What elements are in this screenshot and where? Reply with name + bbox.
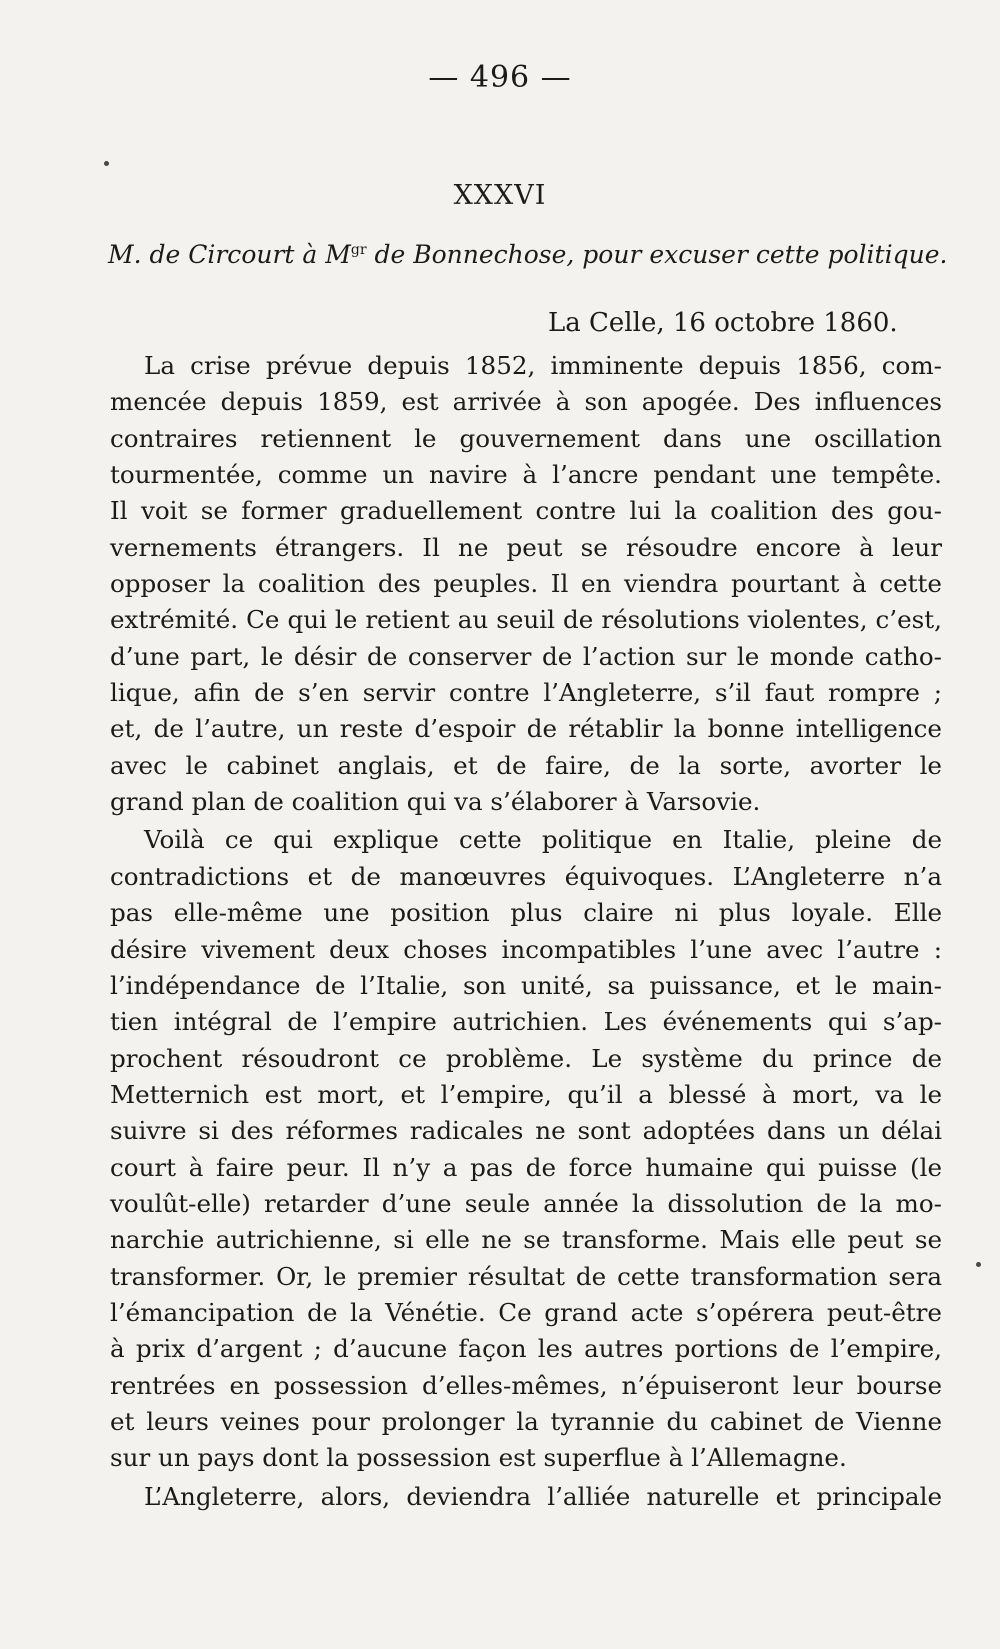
letter-title-superscript: gr — [350, 242, 367, 258]
text-line: L’Angleterre, alors, deviendra l’alliée naturelle et principale — [144, 1481, 942, 1511]
text-line: court à faire peur. Il n’y a pas de force humaine qui puisse (le — [110, 1152, 942, 1182]
text-line: extrémité. Ce qui le retient au seuil de résolutions violentes, c’est, — [110, 605, 942, 635]
text-line: vernements étrangers. Il ne peut se résoudre encore à leur — [110, 532, 942, 562]
text-line: pas elle-même une position plus claire ni plus loyale. Elle — [110, 898, 942, 928]
page-number: — 496 — — [428, 60, 572, 95]
text-line: à prix d’argent ; d’aucune façon les autres portions de l’empire, — [110, 1334, 942, 1364]
text-line: lique, afin de s’en servir contre l’Angleterre, s’il faut rompre ; — [110, 678, 942, 708]
text-line: Voilà ce qui explique cette politique en Italie, pleine de — [144, 825, 942, 855]
text-line: l’indépendance de l’Italie, son unité, sa puissance, et le main- — [110, 970, 942, 1000]
ink-speck — [976, 1262, 981, 1267]
letter-title-part: M. de Circourt à M — [108, 240, 351, 269]
text-line: mencée depuis 1859, est arrivée à son apogée. Des influences — [110, 387, 942, 417]
text-line: transformer. Or, le premier résultat de cette transformation sera — [110, 1261, 942, 1291]
text-line: tourmentée, comme un navire à l’ancre pendant une tempête. — [110, 460, 942, 490]
text-line: prochent résoudront ce problème. Le système du prince de — [110, 1043, 942, 1073]
text-line: Metternich est mort, et l’empire, qu’il a blessé à mort, va le — [110, 1079, 942, 1109]
text-line: narchie autrichienne, si elle ne se transforme. Mais elle peut se — [110, 1225, 942, 1255]
text-line: d’une part, le désir de conserver de l’action sur le monde catho- — [110, 641, 942, 671]
text-line: contradictions et de manœuvres équivoques. L’Angleterre n’a — [110, 861, 942, 891]
dateline: La Celle, 16 octobre 1860. — [548, 308, 898, 338]
text-line: opposer la coalition des peuples. Il en viendra pourtant à cette — [110, 569, 942, 599]
text-line: voulût-elle) retarder d’une seule année la dissolution de la mo- — [110, 1188, 942, 1218]
chapter-heading: XXXVI — [453, 180, 547, 211]
text-line: tien intégral de l’empire autrichien. Les événements qui s’ap- — [110, 1007, 942, 1037]
paragraph — [110, 348, 942, 820]
text-line: grand plan de coalition qui va s’élaborer à Varsovie. — [110, 787, 761, 817]
text-line: avec le cabinet anglais, et de faire, de la sorte, avorter le — [110, 750, 942, 780]
text-line: suivre si des réformes radicales ne sont adoptées dans un délai — [110, 1116, 942, 1146]
text-line: La crise prévue depuis 1852, imminente depuis 1856, com- — [144, 351, 942, 380]
letter-title-part: de Bonnechose, pour excuser cette politique. — [366, 240, 948, 269]
text-line: rentrées en possession d’elles-mêmes, n’épuiseront leur bourse — [110, 1370, 942, 1400]
letter-body — [110, 348, 942, 1515]
paragraph — [110, 822, 942, 1476]
text-line: désire vivement deux choses incompatibles l’une avec l’autre : — [110, 934, 942, 964]
text-line: Il voit se former graduellement contre lui la coalition des gou- — [110, 496, 942, 526]
text-line: contraires retiennent le gouvernement dans une oscillation — [110, 423, 942, 453]
ink-speck — [104, 161, 109, 166]
text-line: et, de l’autre, un reste d’espoir de rétablir la bonne intelligence — [110, 714, 942, 744]
text-line: sur un pays dont la possession est superflue à l’Allemagne. — [110, 1443, 847, 1473]
letter-title — [108, 240, 948, 269]
text-line: l’émancipation de la Vénétie. Ce grand acte s’opérera peut-être — [110, 1297, 942, 1327]
text-line: et leurs veines pour prolonger la tyrannie du cabinet de Vienne — [110, 1406, 942, 1436]
paragraph — [110, 1479, 942, 1515]
